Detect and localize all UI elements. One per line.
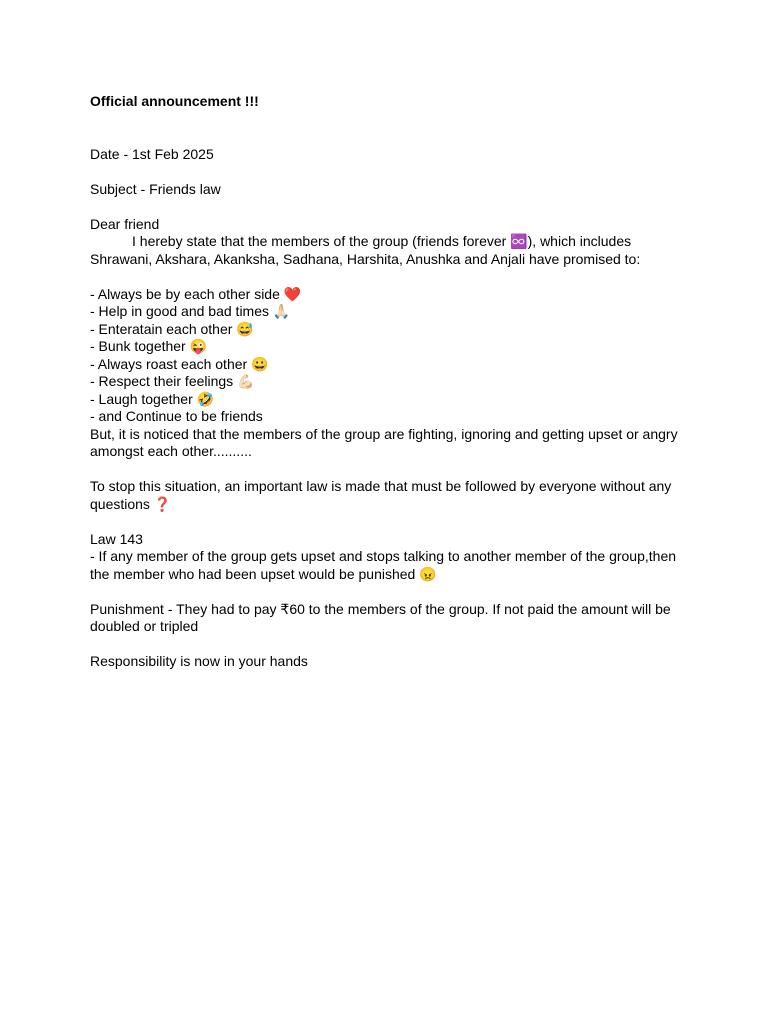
law-text: - If any member of the group gets upset and stops talking to another member of the group,then the member who had been upset would be punished 😠 — [90, 548, 680, 582]
notice-paragraph: But, it is noticed that the members of the group are fighting, ignoring and getting upset or angry amongst each other.......... — [90, 425, 682, 459]
intro-paragraph: I hereby state that the members of the group (friends forever ♾️), which includes Shrawani, Akshara, Akanksha, Sadhana, Harshita, Anushka and Anjali have promised to: — [90, 233, 641, 267]
closing-line: Responsibility is now in your hands — [90, 653, 308, 669]
document-page — [90, 93, 680, 671]
document-date: Date - 1st Feb 2025 — [90, 145, 214, 162]
promise-item: - Respect their feelings 💪🏻 — [90, 373, 255, 389]
promise-item: - Bunk together 😜 — [90, 338, 208, 354]
promise-item: - Help in good and bad times 🙏🏻 — [90, 303, 291, 319]
promise-item: - Always roast each other 😀 — [90, 355, 269, 372]
promise-list — [90, 286, 680, 426]
law-title: Law 143 — [90, 530, 143, 547]
promise-item: - and Continue to be friends — [90, 408, 263, 424]
situation-paragraph: To stop this situation, an important law is made that must be followed by everyone without any questions ❓ — [90, 478, 676, 512]
salutation: Dear friend — [90, 215, 160, 232]
document-title: Official announcement !!! — [90, 93, 259, 109]
document-subject: Subject - Friends law — [90, 180, 221, 197]
promise-item: - Enteratain each other 😅 — [90, 320, 254, 337]
promise-item: - Always be by each other side ❤️ — [90, 285, 302, 302]
promise-item: - Laugh together 🤣 — [90, 390, 215, 407]
punishment-paragraph: Punishment - They had to pay ₹60 to the members of the group. If not paid the amount will be doubled or tripled — [90, 600, 675, 634]
